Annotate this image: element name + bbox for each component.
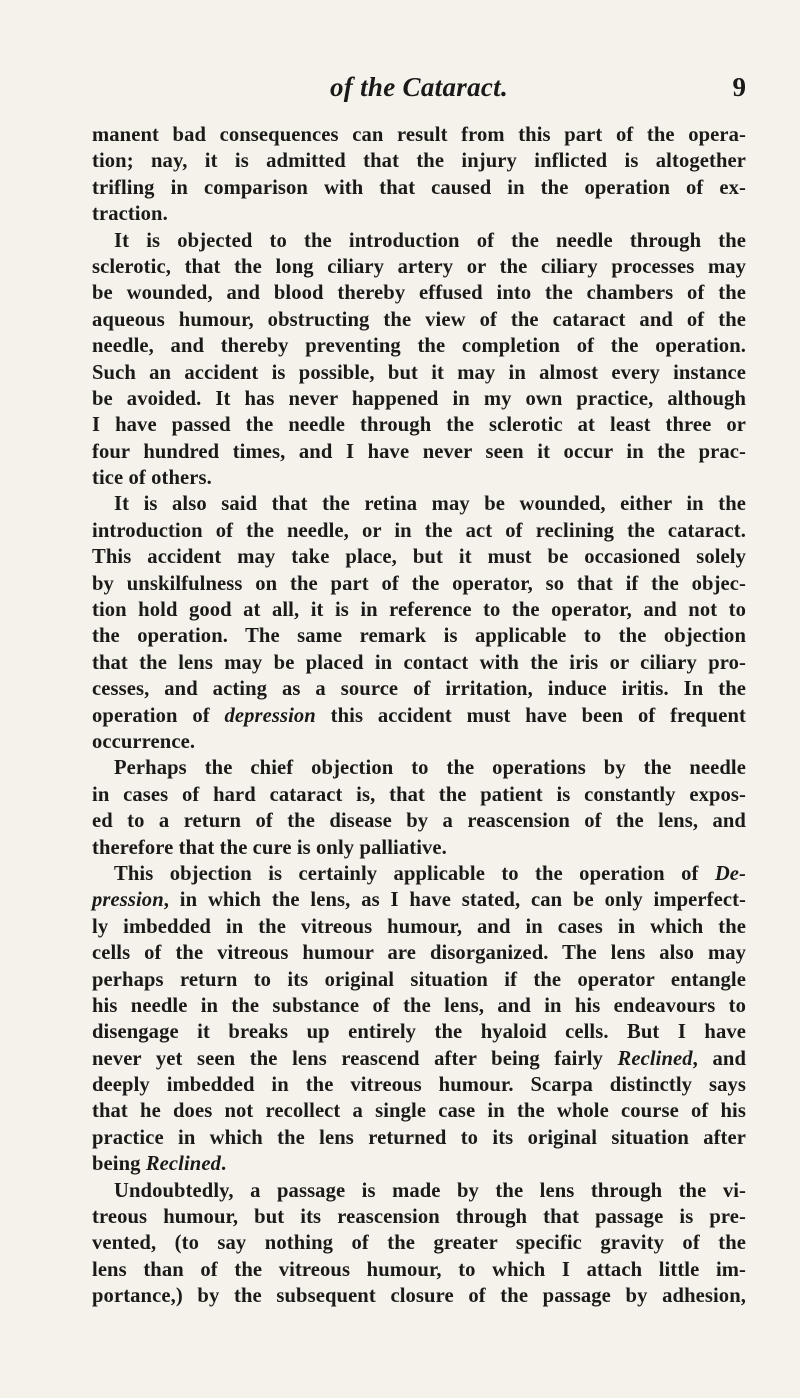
text-line: tion hold good at all, it is in reference to the operator, and not to xyxy=(92,599,746,622)
text-line: perhaps return to its original situation if the operator entangle xyxy=(92,968,746,991)
italic-term: Reclined xyxy=(617,1047,693,1070)
text-line: It is also said that the retina may be wounded, either in the xyxy=(114,493,746,516)
text-line: that he does not recollect a single case in the whole course of his xyxy=(92,1100,746,1123)
text-line: be wounded, and blood thereby effused into the chambers of the xyxy=(92,282,746,305)
body-text xyxy=(92,122,746,1310)
text-segment: this accident must have been of frequent xyxy=(315,704,746,727)
text-line: tion; nay, it is admitted that the injury inflicted is altogether xyxy=(92,150,746,173)
text-line: occurrence. xyxy=(92,730,196,753)
italic-term: Reclined xyxy=(145,1153,221,1176)
text-line: traction. xyxy=(92,203,168,226)
text-line: deeply imbedded in the vitreous humour. Scarpa distinctly says xyxy=(92,1074,746,1097)
text-line: in cases of hard cataract is, that the patient is constantly expos- xyxy=(92,783,746,806)
text-line: manent bad consequences can result from this part of the opera- xyxy=(92,124,746,146)
text-line: disengage it breaks up entirely the hyaloid cells. But I have xyxy=(92,1021,746,1044)
text-line: Such an accident is possible, but it may in almost every instance xyxy=(92,361,746,384)
text-line xyxy=(92,703,746,729)
text-segment: , in which the lens, as I have stated, can be only imperfect- xyxy=(163,889,746,912)
text-line: portance,) by the subsequent closure of the passage by adhesion, xyxy=(92,1285,746,1308)
text-line xyxy=(92,1046,746,1072)
text-segment: , and xyxy=(692,1047,746,1070)
text-line: sclerotic, that the long ciliary artery or the ciliary processes may xyxy=(92,255,746,278)
text-line xyxy=(92,861,746,887)
text-line: Undoubtedly, a passage is made by the lens through the vi- xyxy=(114,1179,746,1202)
text-line: by unskilfulness on the part of the operator, so that if the objec- xyxy=(92,572,746,595)
italic-term: pression xyxy=(92,889,164,912)
text-line: cesses, and acting as a source of irritation, induce iritis. In the xyxy=(92,678,746,701)
text-line: four hundred times, and I have never seen it occur in the prac- xyxy=(92,440,746,463)
italic-term: depression xyxy=(224,704,316,727)
text-line xyxy=(92,887,746,913)
text-line: vented, (to say nothing of the greater specific gravity of the xyxy=(92,1232,746,1255)
page-number: 9 xyxy=(732,72,746,102)
text-line: aqueous humour, obstructing the view of the cataract and of the xyxy=(92,308,746,331)
text-line: treous humour, but its reascension through that passage is pre- xyxy=(92,1206,746,1229)
text-line: ed to a return of the disease by a reascension of the lens, and xyxy=(92,810,746,833)
text-line: This accident may take place, but it must be occasioned solely xyxy=(92,546,746,569)
text-line: tice of others. xyxy=(92,467,212,490)
text-line: the operation. The same remark is applicable to the objection xyxy=(92,625,746,648)
text-line: that the lens may be placed in contact with the iris or ciliary pro- xyxy=(92,651,746,674)
text-segment: being xyxy=(92,1153,146,1176)
text-line: ly imbedded in the vitreous humour, and in cases in which the xyxy=(92,915,746,938)
text-segment: . xyxy=(220,1153,227,1176)
text-line: be avoided. It has never happened in my own practice, although xyxy=(92,387,746,410)
text-line: lens than of the vitreous humour, to which I attach little im- xyxy=(92,1258,746,1281)
italic-term: De- xyxy=(714,862,746,885)
text-line: cells of the vitreous humour are disorganized. The lens also may xyxy=(92,942,746,965)
text-segment: never yet seen the lens reascend after being fairly xyxy=(92,1047,618,1070)
text-line: practice in which the lens returned to its original situation after xyxy=(92,1126,746,1149)
text-line xyxy=(92,1151,746,1177)
text-line: therefore that the cure is only palliative. xyxy=(92,836,447,859)
running-title: of the Cataract. xyxy=(329,72,509,102)
text-line: needle, and thereby preventing the completion of the operation. xyxy=(92,335,746,358)
text-line: his needle in the substance of the lens, and in his endeavours to xyxy=(92,994,746,1017)
text-segment: operation of xyxy=(92,704,225,727)
text-line: introduction of the needle, or in the act of reclining the cataract. xyxy=(92,519,746,542)
text-line: It is objected to the introduction of the needle through the xyxy=(114,229,746,252)
text-line: trifling in comparison with that caused in the operation of ex- xyxy=(92,176,746,199)
page-header xyxy=(92,72,746,112)
text-line: I have passed the needle through the sclerotic at least three or xyxy=(92,414,746,437)
text-line: Perhaps the chief objection to the operations by the needle xyxy=(114,757,746,780)
text-segment: This objection is certainly applicable to the operation of xyxy=(114,862,715,885)
